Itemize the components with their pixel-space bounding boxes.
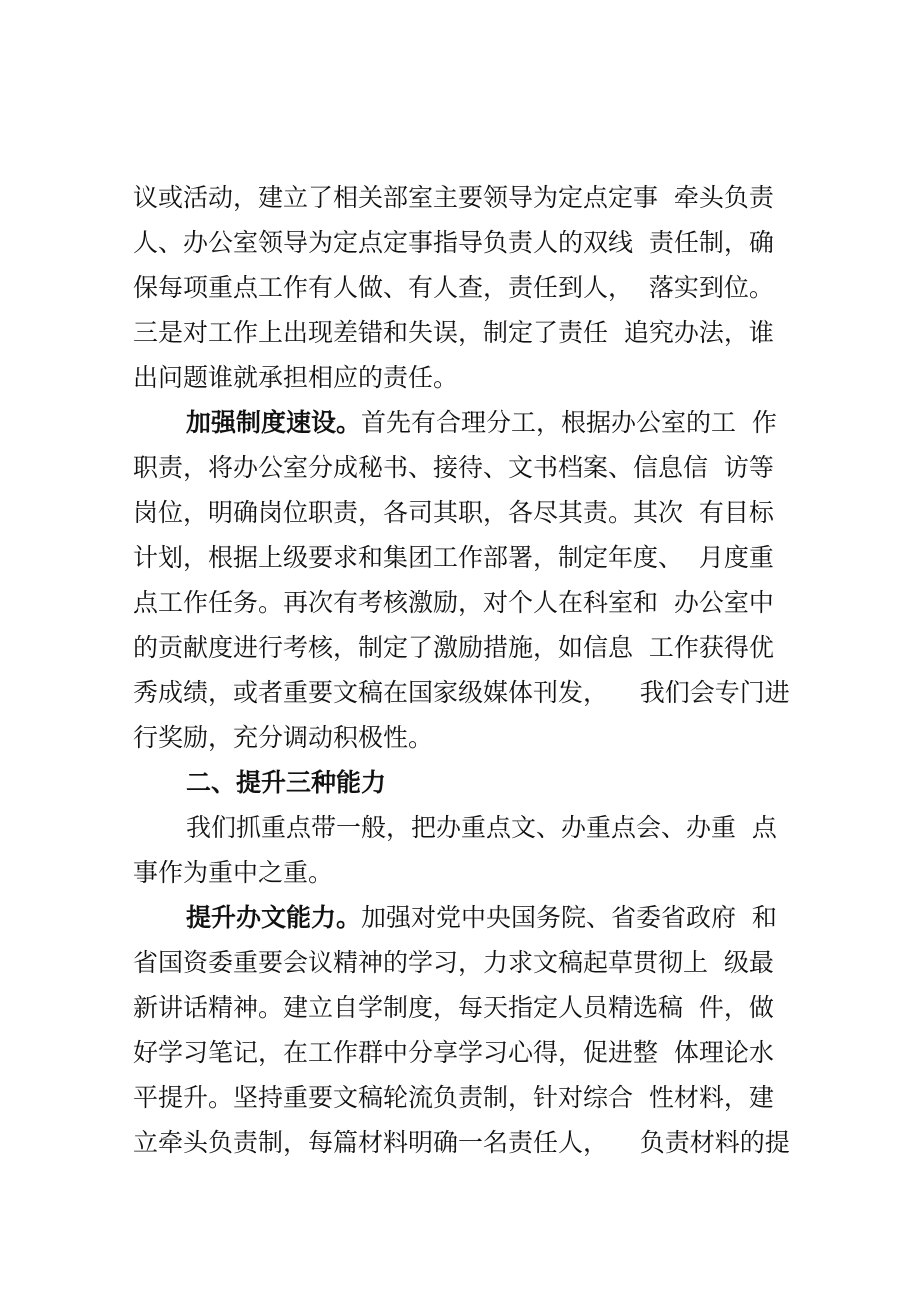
text-line: 秀成绩，或者重要文稿在国家级媒体刊发， 我们会专门进 [133, 678, 790, 707]
text-line: 的贡献度进行考核，制定了激励措施，如信息 工作获得优 [133, 633, 774, 662]
text-line: 议或活动，建立了相关部室主要领导为定点定事 牵头负责 [133, 183, 774, 212]
text-line: 点工作任务。再次有考核激励，对个人在科室和 办公室中 [133, 588, 774, 617]
text-run: 首先有合理分工，根据办公室的工 作 [361, 408, 777, 437]
text-line: 新讲话精神。建立自学制度，每天指定人员精选稿 件，做 [133, 993, 774, 1022]
section-heading: 二、提升三种能力 [186, 768, 387, 797]
text-line: 立牵头负责制，每篇材料明确一名责任人， 负责材料的提 [133, 1128, 790, 1157]
bold-lead: 提升办文能力。 [186, 903, 362, 932]
paragraph-first-line [186, 896, 795, 940]
text-line: 事作为重中之重。 [133, 858, 334, 887]
text-line: 人、办公室领导为定点定事指导负责人的双线 责任制，确 [133, 228, 774, 257]
paragraph-first-line: 我们抓重点带一般，把办重点文、办重点会、办重 点 [186, 813, 777, 842]
bold-lead: 加强制度速设。 [186, 408, 362, 437]
text-line: 省国资委重要会议精神的学习，力求文稿起草贯彻上 级最 [133, 948, 774, 977]
paragraph-first-line [186, 401, 795, 445]
text-run: 加强对党中央国务院、省委省政府 和 [361, 903, 777, 932]
text-line: 好学习笔记，在工作群中分享学习心得，促进整 体理论水 [133, 1038, 774, 1067]
text-line: 三是对工作上出现差错和失误，制定了责任 追究办法，谁 [133, 318, 774, 347]
text-line: 出问题谁就承担相应的责任。 [133, 363, 459, 392]
text-line: 保每项重点工作有人做、有人查，责任到人， 落实到位。 [133, 273, 774, 302]
text-line: 计划，根据上级要求和集团工作部署，制定年度、 月度重 [133, 543, 774, 572]
text-line: 平提升。坚持重要文稿轮流负责制，针对综合 性材料，建 [133, 1083, 774, 1112]
text-line: 行奖励，充分调动积极性。 [133, 723, 434, 752]
text-line: 职责，将办公室分成秘书、接待、文书档案、信息信 访等 [133, 453, 774, 482]
text-line: 岗位，明确岗位职责，各司其职，各尽其责。其次 有目标 [133, 498, 774, 527]
